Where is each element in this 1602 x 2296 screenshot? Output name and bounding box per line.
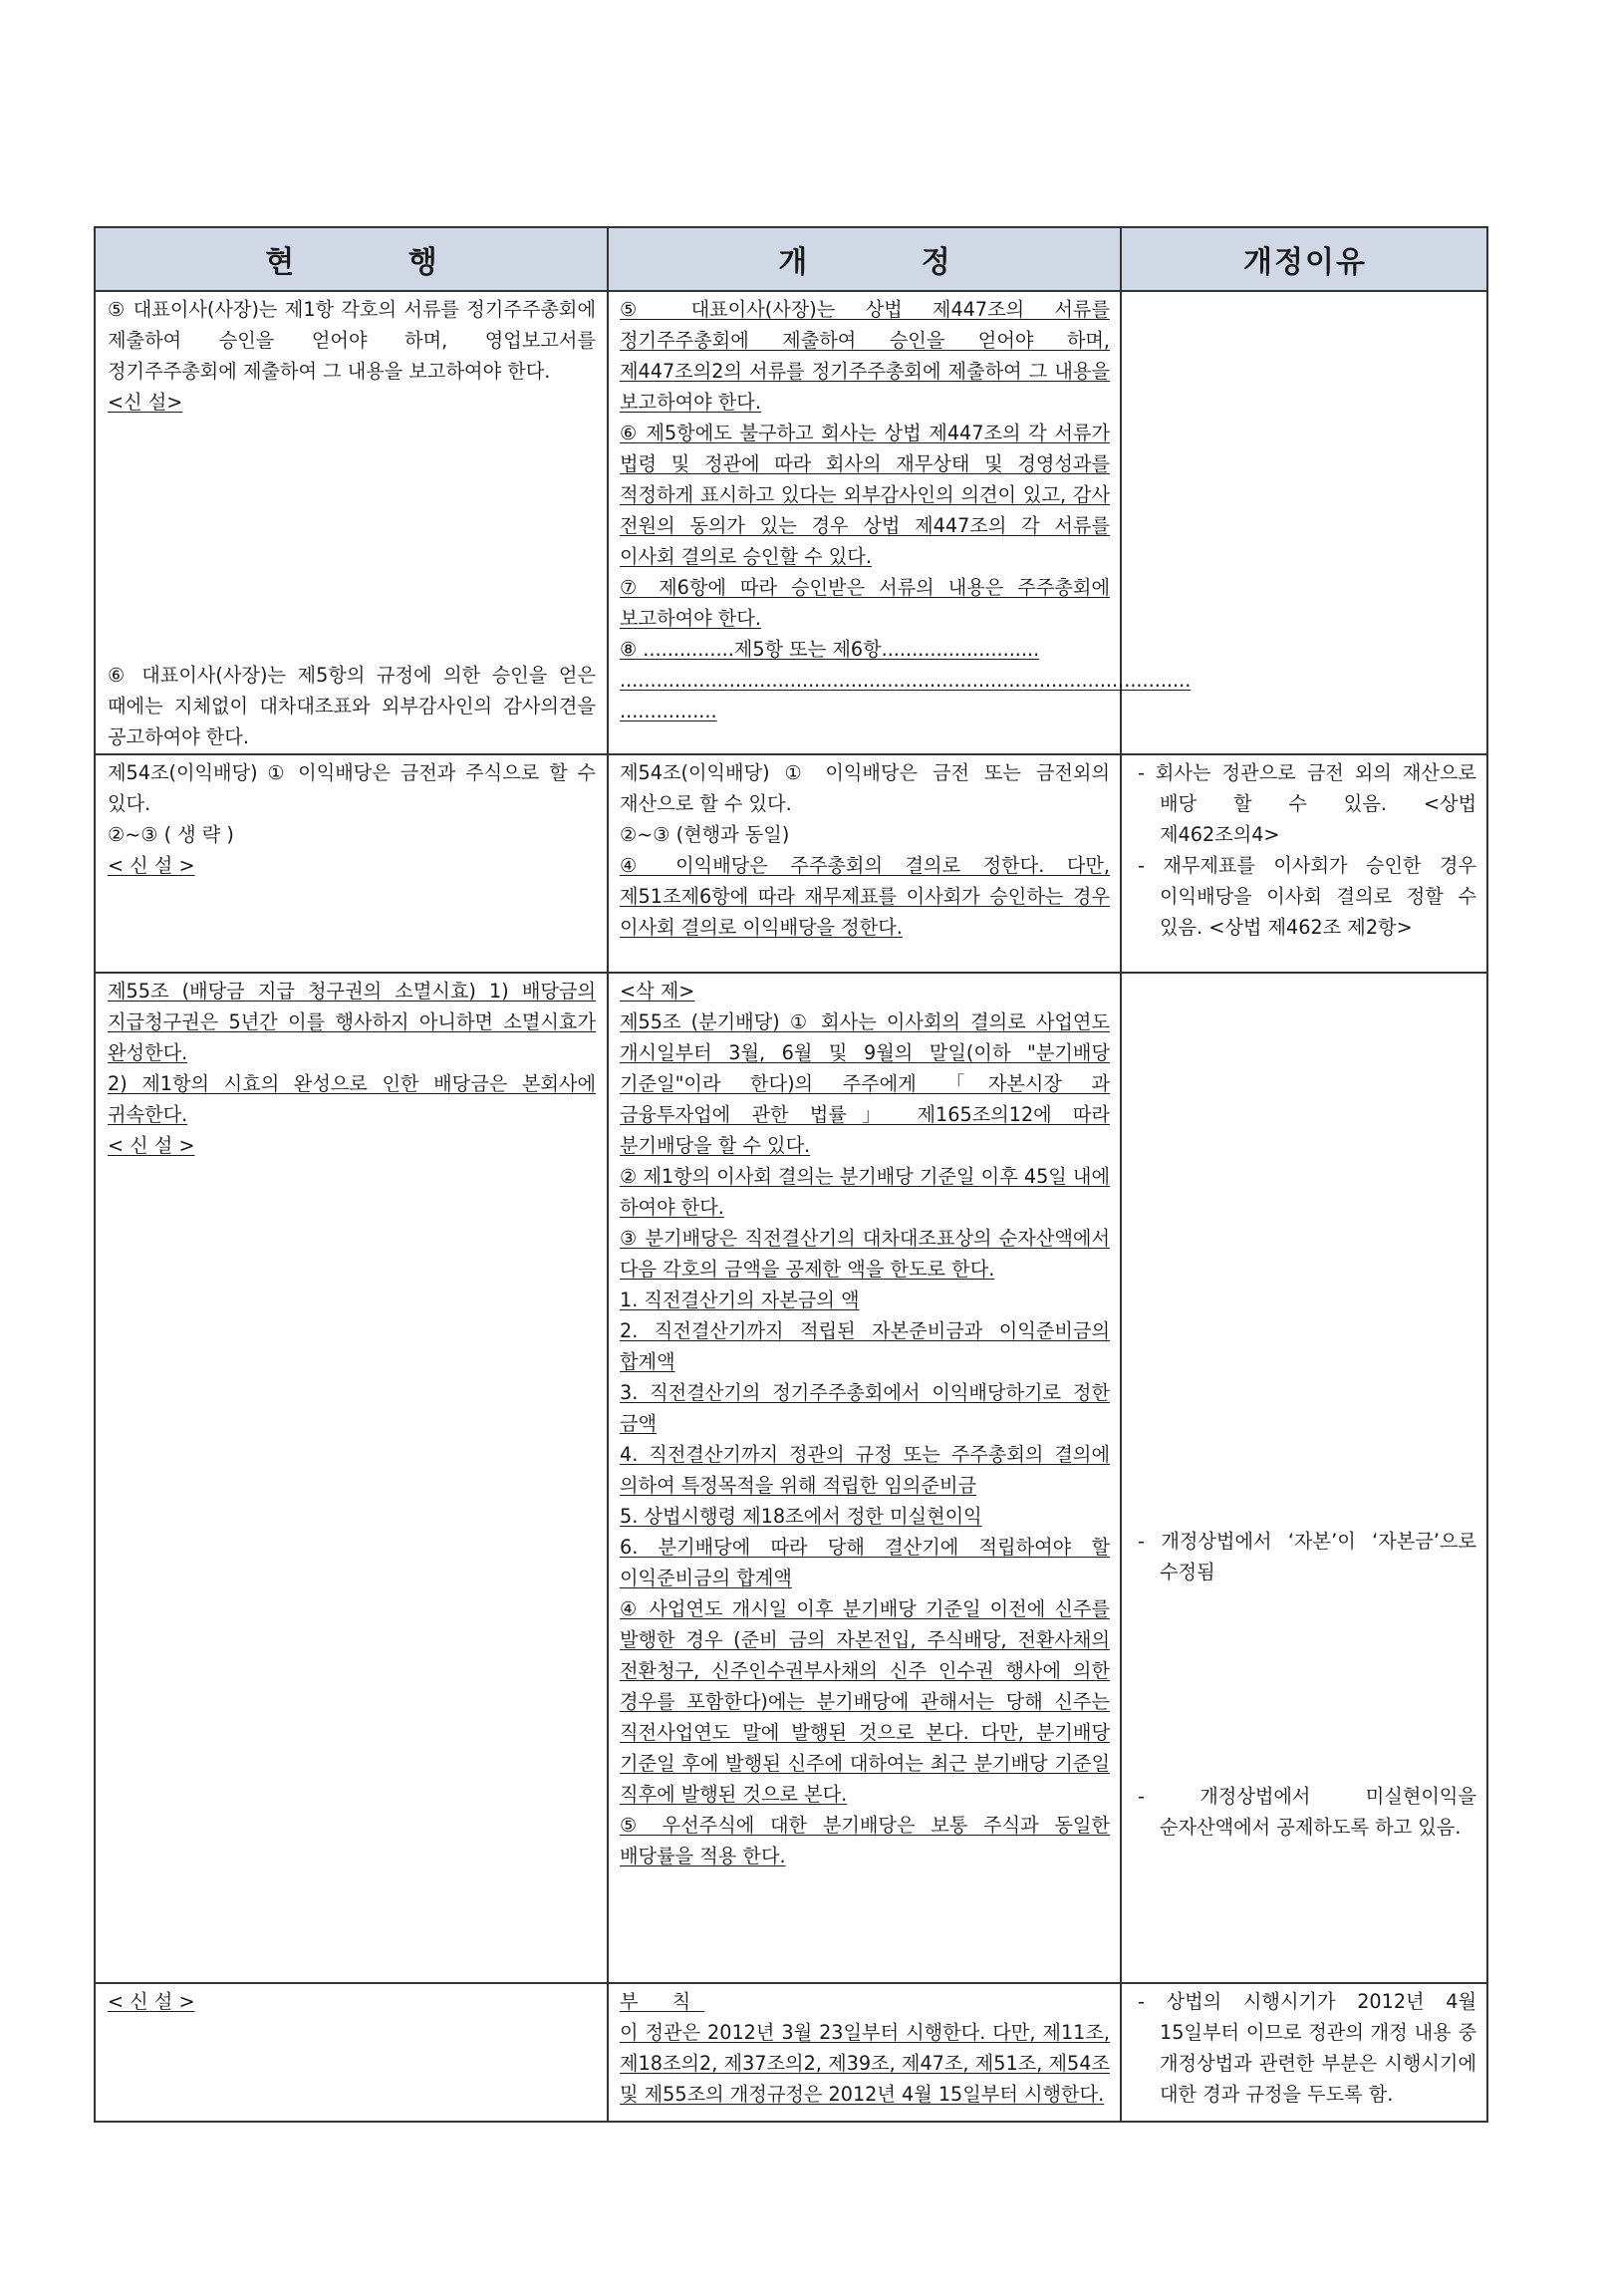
text-paragraph: ................ (620, 700, 717, 722)
text-paragraph: ⑤ 대표이사(사장)는 상법 제447조의 서류를 정기주주총회에 제출하여 승인을 얻어야 하며, 제447조의2의 서류를 정기주주총회에 제출하여 그 내용을 보고하여야 한다. (620, 298, 1110, 414)
text-paragraph: 4. 직전결산기까지 정관의 규정 또는 주주총회의 결의에 의하여 특정목적을 위해 적립한 임의준비금 (620, 1443, 1110, 1497)
row1-current-cell-lower (108, 660, 596, 752)
text-paragraph: ⑥ 제5항에도 불구하고 회사는 상법 제447조의 각 서류가 법령 및 정관에 따라 회사의 재무상태 및 경영성과를 적정하게 표시하고 있다는 외부감사인의 의견이 있고, 감사 전원의 동의가 있는 경우 상법 제447조의 각 서류를 이사회 결의로 승인할 수 있다. (620, 422, 1110, 568)
text-paragraph: ②~③ (현행과 동일) (620, 823, 790, 846)
reason-item: - 개정상법에서 미실현이익을 순자산액에서 공제하도록 하고 있음. (1138, 1785, 1476, 1839)
text-paragraph: ②~③ ( 생 략 ) (108, 823, 234, 846)
text-paragraph: 5. 상법시행령 제18조에서 정한 미실현이익 (620, 1505, 982, 1528)
text-paragraph: 제55조 (분기배당) ① 회사는 이사회의 결의로 사업연도 개시일부터 3월, 6월 및 9월의 말일(이하 "분기배당 기준일"이라 한다)의 주주에게 「자본시장 과 금융투자업에 관한 법률」 제165조의12에 따라 분기배당을 할 수 있다. (620, 1010, 1110, 1157)
row4-current-cell (108, 1986, 596, 2017)
text-paragraph: ⑦ 제6항에 따라 승인받은 서류의 내용은 주주총회에 보고하여야 한다. (620, 576, 1110, 630)
text-paragraph: <신 설> (108, 391, 183, 414)
row3-reason-cell-b (1138, 1781, 1476, 1843)
text-paragraph: 3. 직전결산기의 정기주주총회에서 이익배당하기로 정한 금액 (620, 1381, 1110, 1435)
text-paragraph: 제55조 (배당금 지급 청구권의 소멸시효) 1) 배당금의 지급청구권은 5년간 이를 행사하지 아니하면 소멸시효가 완성한다. (108, 980, 596, 1064)
text-paragraph: ⑥ 대표이사(사장)는 제5항의 규정에 의한 승인을 얻은 때에는 지체없이 대차대조표와 외부감사인의 감사의견을 공고하여야 한다. (108, 664, 596, 748)
column-divider (1120, 228, 1122, 2121)
table-header (96, 228, 1486, 292)
text-paragraph: ⑤ 우선주식에 대한 분기배당은 보통 주식과 동일한 배당률을 적용 한다. (620, 1814, 1110, 1867)
row2-revised-cell (620, 757, 1110, 943)
row-divider (96, 753, 1486, 755)
reason-item: - 상법의 시행시기가 2012년 4월 15일부터 이므로 정관의 개정 내용 중 개정상법과 관련한 부분은 시행시기에 대한 경과 규정을 두도록 함. (1138, 1990, 1476, 2106)
reason-item: - 재무제표를 이사회가 승인한 경우 이익배당을 이사회 결의로 정할 수 있음. <상법 제462조 제2항> (1138, 854, 1476, 939)
row-divider (96, 1982, 1486, 1984)
reason-item: - 개정상법에서 ‘자본’이 ‘자본금’으로 수정됨 (1138, 1530, 1476, 1583)
row-divider (96, 972, 1486, 974)
row1-current-cell (108, 294, 596, 418)
text-paragraph: < 신 설 > (108, 1990, 195, 2013)
text-paragraph: < 신 설 > (108, 1134, 195, 1157)
text-paragraph: ④ 이익배당은 주주총회의 결의로 정한다. 다만, 제51조제6항에 따라 재무제표를 이사회가 승인하는 경우 이사회 결의로 이익배당을 정한다. (620, 854, 1110, 939)
row3-current-cell (108, 976, 596, 1161)
text-paragraph: <삭 제> (620, 980, 695, 1003)
text-paragraph: ⑤ 대표이사(사장)는 제1항 각호의 서류를 정기주주총회에 제출하여 승인을 얻어야 하며, 영업보고서를 정기주주총회에 제출하여 그 내용을 보고하여야 한다. (108, 298, 596, 383)
row2-reason-cell (1138, 757, 1476, 943)
text-paragraph: 제54조(이익배당) ① 이익배당은 금전 또는 금전외의 재산으로 할 수 있다. (620, 761, 1110, 815)
column-header-current: 현 행 (265, 245, 489, 280)
text-paragraph: 1. 직전결산기의 자본금의 액 (620, 1289, 860, 1311)
column-header-reason: 개정이유 (1243, 245, 1367, 280)
row1-revised-cell (620, 294, 1192, 726)
column-header-revised: 개 정 (778, 245, 1002, 280)
text-paragraph: < 신 설 > (108, 854, 195, 877)
text-paragraph: ② 제1항의 이사회 결의는 분기배당 기준일 이후 45일 내에 하여야 한다. (620, 1165, 1110, 1219)
text-paragraph: 제54조(이익배당) ① 이익배당은 금전과 주식으로 할 수 있다. (108, 761, 596, 815)
text-paragraph: 6. 분기배당에 따라 당해 결산기에 적립하여야 할 이익준비금의 합계액 (620, 1536, 1110, 1589)
row3-reason-cell-a (1138, 1526, 1476, 1587)
text-paragraph: 이 정관은 2012년 3월 23일부터 시행한다. 다만, 제11조, 제18조의2, 제37조의2, 제39조, 제47조, 제51조, 제54조 및 제55조의 개정규정은 2012년 4월 15일부터 시행한다. (620, 2021, 1110, 2106)
text-paragraph: ⑧ ...............제5항 또는 제6항.......................... (620, 638, 1040, 661)
row3-revised-cell (620, 976, 1110, 1871)
text-paragraph: 2. 직전결산기까지 적립된 자본준비금과 이익준비금의 합계액 (620, 1319, 1110, 1373)
text-paragraph: ③ 분기배당은 직전결산기의 대차대조표상의 순자산액에서 다음 각호의 금액을 공제한 액을 한도로 한다. (620, 1227, 1110, 1281)
row4-revised-cell (620, 1986, 1110, 2110)
row4-reason-cell (1138, 1986, 1476, 2110)
text-paragraph: 2) 제1항의 시효의 완성으로 인한 배당금은 본회사에 귀속한다. (108, 1072, 596, 1126)
column-divider (607, 228, 609, 2121)
row2-current-cell (108, 757, 596, 881)
text-paragraph: 부 칙 (620, 1990, 705, 2013)
text-paragraph: .............................................................................................. (620, 669, 1192, 692)
reason-item: - 회사는 정관으로 금전 외의 재산으로 배당 할 수 있음. <상법 제462조의4> (1138, 761, 1476, 846)
text-paragraph: ④ 사업연도 개시일 이후 분기배당 기준일 이전에 신주를 발행한 경우 (준비 금의 자본전입, 주식배당, 전환사채의 전환청구, 신주인수권부사채의 신주 인수권 행사에 의한 경우를 포함한다)에는 분기배당에 관해서는 당해 신주는 직전사업연도 말에 발행된 것으로 본다. 다만, 분기배당 기준일 후에 발행된 신주에 대하여는 최근 분기배당 기준일 직후에 발행된 것으로 본다. (620, 1597, 1110, 1806)
amendment-comparison-table (94, 226, 1488, 2123)
